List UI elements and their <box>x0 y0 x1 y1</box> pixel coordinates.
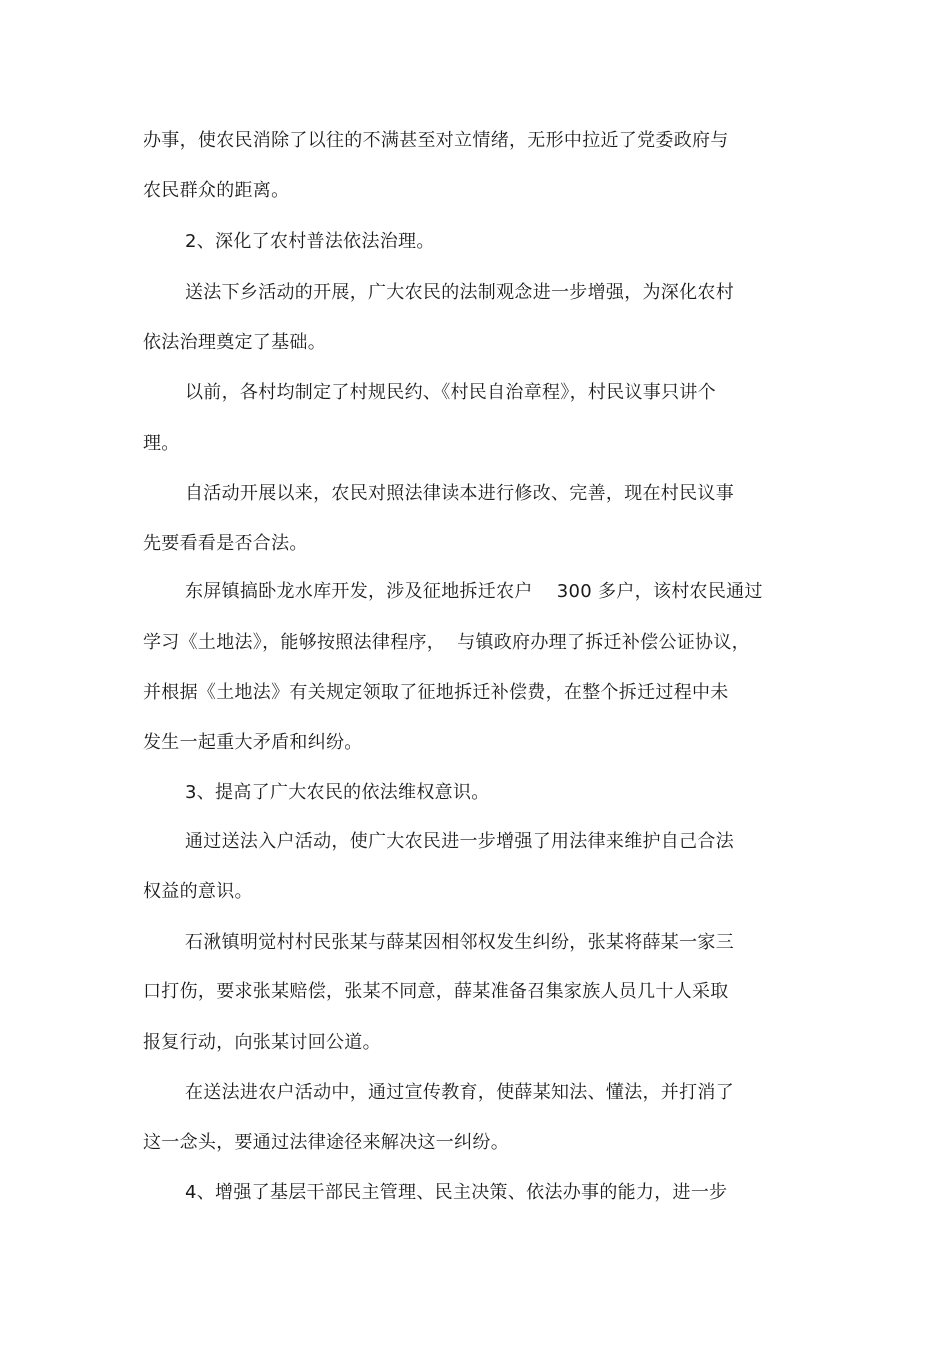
text-line: 在送法进农户活动中，通过宣传教育，使薛某知法、懂法，并打消了 <box>185 1082 734 1103</box>
text-line: 石湫镇明觉村村民张某与薛某因相邻权发生纠纷，张某将薛某一家三 <box>185 932 734 953</box>
text-line: 自活动开展以来，农民对照法律读本进行修改、完善，现在村民议事 <box>185 483 734 504</box>
section-heading: 3、提高了广大农民的依法维权意识。 <box>185 782 490 803</box>
text-line: 通过送法入户活动，使广大农民进一步增强了用法律来维护自己合法 <box>185 831 734 852</box>
text-line: 依法治理奠定了基础。 <box>143 332 326 353</box>
text-line: 口打伤，要求张某赔偿，张某不同意，薛某准备召集家族人员几十人采取 <box>143 981 729 1002</box>
text-line: 发生一起重大矛盾和纠纷。 <box>143 732 363 753</box>
text-line: 东屏镇搞卧龙水库开发，涉及征地拆迁农户 300 多户，该村农民通过 <box>185 581 763 602</box>
text-line: 办事，使农民消除了以往的不满甚至对立情绪，无形中拉近了党委政府与 <box>143 130 729 151</box>
text-line: 这一念头，要通过法律途径来解决这一纠纷。 <box>143 1132 509 1153</box>
text-line: 送法下乡活动的开展，广大农民的法制观念进一步增强，为深化农村 <box>185 282 734 303</box>
text-line: 权益的意识。 <box>143 881 253 902</box>
text-line: 以前，各村均制定了村规民约、《村民自治章程》，村民议事只讲个 <box>185 382 716 403</box>
text-line: 并根据《土地法》有关规定领取了征地拆迁补偿费，在整个拆迁过程中未 <box>143 682 729 703</box>
section-heading: 2、深化了农村普法依法治理。 <box>185 231 435 252</box>
text-line: 先要看看是否合法。 <box>143 533 308 554</box>
text-line: 农民群众的距离。 <box>143 180 290 201</box>
text-line: 学习《土地法》，能够按照法律程序， 与镇政府办理了拆迁补偿公证协议， <box>143 632 750 653</box>
text-line: 理。 <box>143 433 180 454</box>
text-line: 报复行动，向张某讨回公道。 <box>143 1032 381 1053</box>
section-heading: 4、增强了基层干部民主管理、民主决策、依法办事的能力，进一步 <box>185 1182 728 1203</box>
